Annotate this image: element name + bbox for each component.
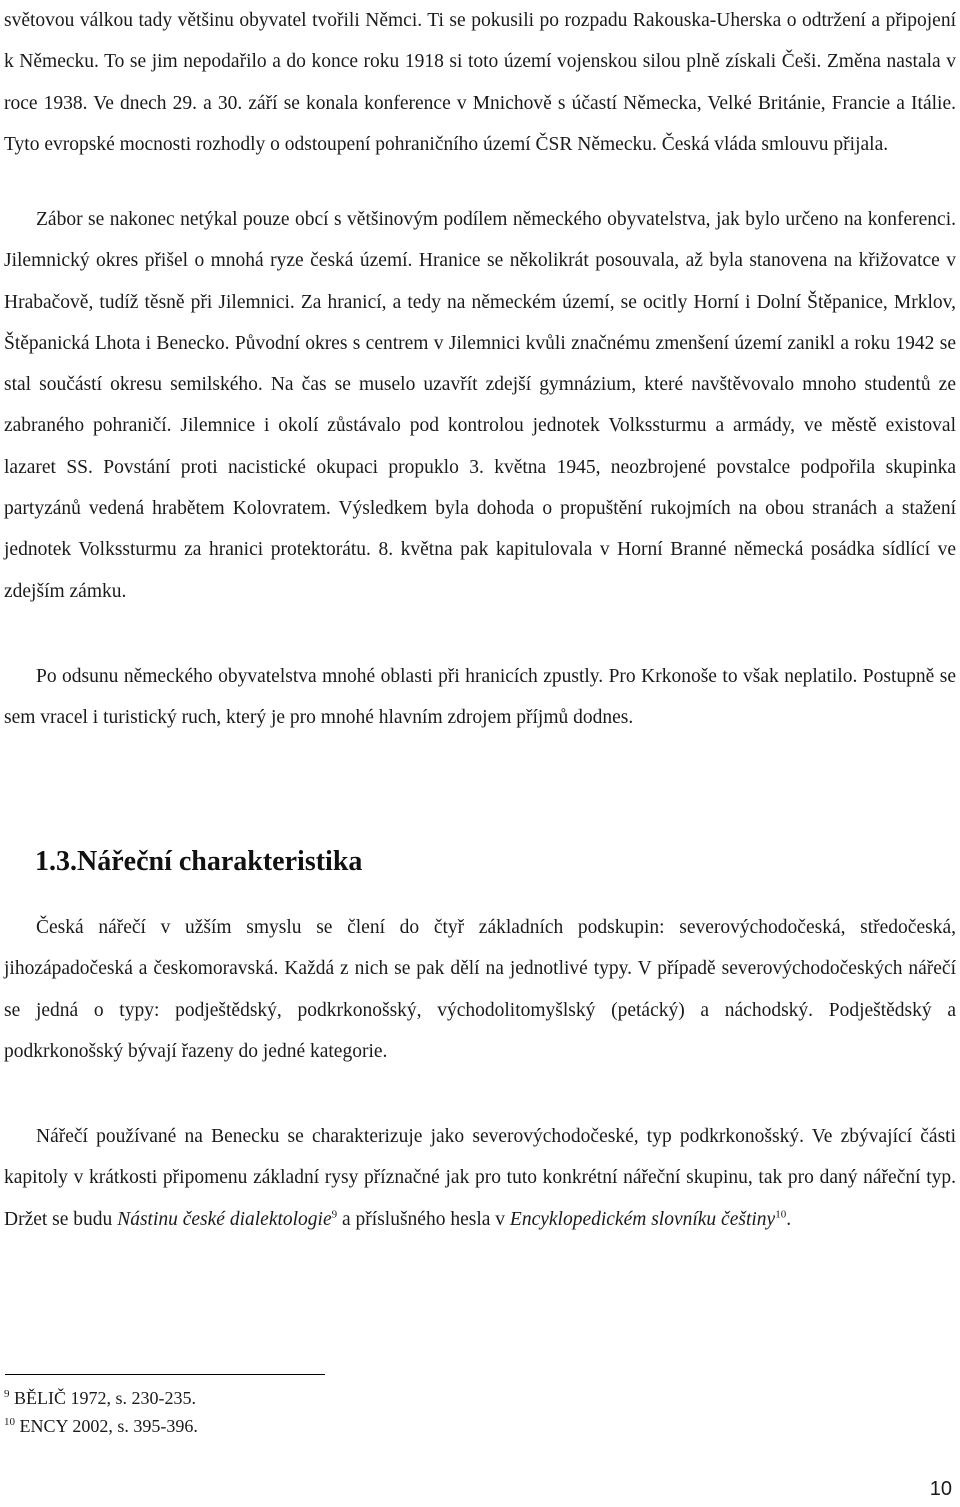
paragraph-intro-text: světovou válkou tady většinu obyvatel tvořili Němci. Ti se pokusili po rozpadu Rakouska-Uherska o odtržení a připojení k Německu. To se jim nepodařilo a do konce roku 1918 si toto území vojenskou silou plně získali Češi. Změna nastala v roce 1938. Ve dnech 29. a 30. září se konala konference v Mnichově s účastí Německa, Velké Británie, Francie a Itálie. Tyto evropské mocnosti rozhodly o odstoupení pohraničního území ČSR Německu. Česká vláda smlouvu přijala. — [4, 10, 956, 155]
footnote-10 — [4, 1414, 198, 1438]
section-heading: 1.3.Nářeční charakteristika — [35, 846, 363, 877]
paragraph-benecko-start: Nářečí používané na Benecku se charakterizuje jako severovýchodočeské, typ podkrkonošský. Ve zbývající části kapitoly v krátkosti připomenu základní rysy příznačné jak pro tuto konkrétní nářeční skupinu, tak pro daný nářeční typ. Držet se budu — [4, 1126, 956, 1230]
paragraph-postwar-text: Po odsunu německého obyvatelstva mnohé oblasti při hranicích zpustly. Pro Krkonoše to však neplatilo. Postupně se sem vracel i turistický ruch, který je pro mnohé hlavním zdrojem příjmů dodnes. — [4, 666, 956, 729]
footnote-10-text: ENCY 2002, s. 395-396. — [15, 1416, 198, 1436]
footnote-9-text: BĚLIČ 1972, s. 230-235. — [9, 1388, 196, 1408]
footnote-9 — [4, 1386, 196, 1410]
paragraph-intro — [4, 0, 956, 165]
paragraph-occupation-text: Zábor se nakonec netýkal pouze obcí s většinovým podílem německého obyvatelstva, jak bylo určeno na konferenci. Jilemnický okres přišel o mnohá ryze česká území. Hranice se několikrát posouvala, až byla stanovena na křižovatce v Hrabačově, tudíž těsně při Jilemnici. Za hranicí, a tedy na německém území, se ocitly Horní i Dolní Štěpanice, Mrklov, Štěpanická Lhota i Benecko. Původní okres s centrem v Jilemnici kvůli značnému zmenšení území zanikl a roku 1942 se stal součástí okresu semilského. Na čas se muselo uzavřít zdejší gymnázium, které navštěvovalo mnoho studentů ze zabraného pohraničí. Jilemnice i okolí zůstávalo pod kontrolou jednotek Volkssturmu a armády, ve městě existoval lazaret SS. Povstání proti nacistické okupaci propuklo 3. května 1945, neozbrojené povstalce podpořila skupinka partyzánů vedená hrabětem Kolovratem. Výsledkem byla dohoda o propuštění rukojmích na obou stranách a stažení jednotek Volkssturmu za hranici protektorátu. 8. května pak kapitulovala v Horní Branné německá posádka sídlící ve zdejším zámku. — [4, 209, 956, 602]
footnote-ref-10[interactable]: 10 — [775, 1208, 787, 1221]
page-number: 10 — [929, 1478, 952, 1500]
footnote-ref-9[interactable]: 9 — [331, 1208, 338, 1221]
paragraph-benecko-end: . — [786, 1208, 792, 1230]
paragraph-postwar — [4, 656, 956, 739]
footnote-10-number: 10 — [4, 1416, 15, 1428]
paragraph-dialects — [4, 907, 956, 1072]
citation-nastin: Nástinu české dialektologie — [117, 1208, 332, 1230]
paragraph-occupation — [4, 199, 956, 612]
footnote-9-number: 9 — [4, 1388, 10, 1400]
paragraph-dialects-text: Česká nářečí v užším smyslu se člení do čtyř základních podskupin: severovýchodočeská, středočeská, jihozápadočeská a českomoravská. Každá z nich se pak dělí na jednotlivé typy. V případě severovýchodočeských nářečí se jedná o typy: podještědský, podkrkonošský, východolitomyšlský (petácký) a náchodský. Podještědský a podkrkonošský bývají řazeny do jedné kategorie. — [4, 917, 956, 1062]
citation-encyklopedicky-slovnik: Encyklopedickém slovníku češtiny — [509, 1208, 776, 1230]
paragraph-benecko-mid: a příslušného hesla v — [337, 1208, 510, 1230]
footnote-divider — [5, 1374, 325, 1375]
paragraph-benecko — [4, 1116, 956, 1240]
